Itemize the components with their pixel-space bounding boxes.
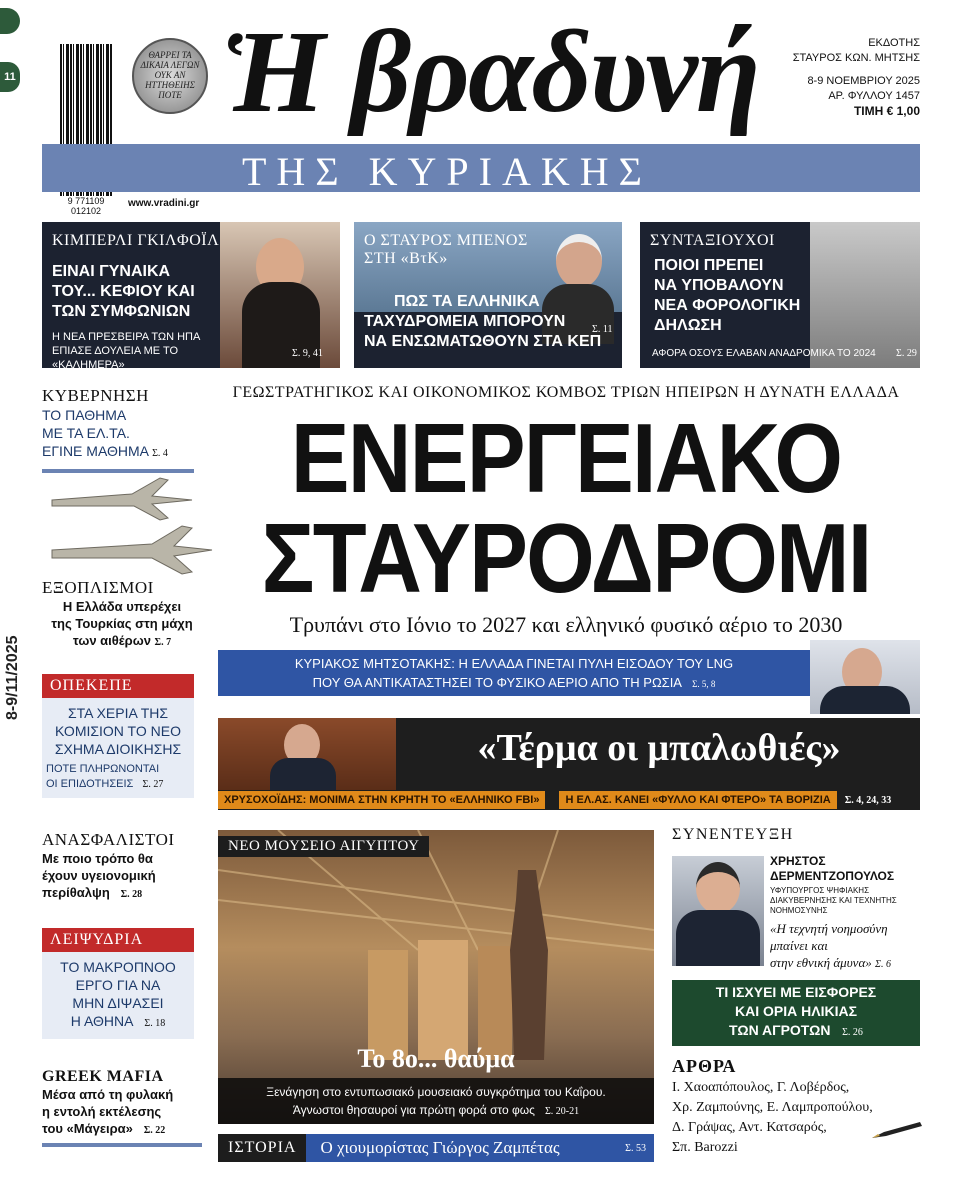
main-headline[interactable]: ΕΝΕΡΓΕΙΑΚΟ ΣΤΑΥΡΟΔΡΟΜΙ xyxy=(261,403,871,613)
publisher-label: ΕΚΔΟΤΗΣ xyxy=(868,37,920,49)
barcode-number: 9 771109 012102 xyxy=(67,196,105,216)
uninsured-body: Με ποιο τρόπο θα έχουν υγειονομική περίθαλψη Σ. 28 xyxy=(42,851,156,900)
interview-role: ΥΦΥΠΟΥΡΓΟΣ ΨΗΦΙΑΚΗΣ ΔΙΑΚΥΒΕΡΝΗΣΗΣ ΚΑΙ ΤΕΧΝΗΤΗΣ ΝΟΗΜΟΣΥΝΗΣ xyxy=(770,886,897,915)
story-box-museum[interactable] xyxy=(218,830,654,1124)
fountain-pen-icon xyxy=(870,1120,924,1142)
term-strip-2: Η ΕΛ.ΑΣ. ΚΑΝΕΙ «ΦΥΛΛΟ ΚΑΙ ΦΤΕΡΟ» ΤΑ ΒΟΡΙΖΙΑ xyxy=(559,791,836,809)
articles-head: ΑΡΘΡΑ xyxy=(672,1056,737,1076)
story-box-pensioners[interactable] xyxy=(640,222,920,368)
museum-kicker: ΝΕΟ ΜΟΥΣΕΙΟ ΑΙΓΥΠΤΟΥ xyxy=(218,836,429,857)
museum-title: Το 8ο... θαύμα xyxy=(357,1044,515,1073)
drought-body: ΤΟ ΜΑΚΡΟΠΝΟΟ ΕΡΓΟ ΓΙΑ ΝΑ ΜΗΝ ΔΙΨΑΣΕΙ Η ΑΘΗΝΑ Σ. 18 xyxy=(60,959,176,1029)
government-head: ΚΥΒΕΡΝΗΣΗ xyxy=(42,386,149,405)
face-shape-5 xyxy=(696,862,740,914)
box2-kicker: Ο ΣΤΑΥΡΟΣ ΜΠΕΝΟΣ ΣΤΗ «ΒτΚ» xyxy=(364,232,528,267)
left-story-armaments[interactable] xyxy=(42,578,202,651)
drought-head: ΛΕΙΨΥΔΡΙΑ xyxy=(42,928,194,952)
story-box-term[interactable] xyxy=(218,718,920,810)
photo-chrysochoidis xyxy=(218,718,396,790)
box1-kicker: ΚΙΜΠΕΡΛΙ ΓΚΙΛΦΟΪΛ xyxy=(52,232,220,249)
sheet-number: ΑΡ. ΦΥΛΛΟΥ 1457 xyxy=(828,90,920,102)
armaments-body: Η Ελλάδα υπερέχει της Τουρκίας στη μάχη των αιθέρων Σ. 7 xyxy=(51,599,193,648)
term-title: «Τέρμα οι μπαλωθιές» xyxy=(477,727,841,769)
issue-date: 8-9 ΝΟΕΜΒΡΙΟΥ 2025 xyxy=(807,75,920,87)
photo-dermentzopoulos xyxy=(672,856,764,966)
photo-guilfoyle xyxy=(220,222,340,368)
interview-quote[interactable]: «Η τεχνητή νοημοσύνη μπαίνει και στην εθνική άμυνα» Σ. 6 xyxy=(770,921,891,970)
term-strip-1: ΧΡΥΣΟΧΟΪΔΗΣ: ΜΟΝΙΜΑ ΣΤΗΝ ΚΡΗΤΗ ΤΟ «ΕΛΛΗΝΙΚΟ FBI» xyxy=(218,791,545,809)
armaments-head: ΕΞΟΠΛΙΣΜΟΙ xyxy=(42,578,154,597)
left-story-mafia[interactable] xyxy=(42,1068,202,1147)
museum-caption: Ξενάγηση στο εντυπωσιακό μουσειακό συγκρότημα του Καΐρου. Άγνωστοι θησαυροί για πρώτη φορά στο φως Σ. 20-21 xyxy=(218,1078,654,1124)
box1-page: Σ. 9, 41 xyxy=(292,348,323,359)
corner-dot xyxy=(0,8,20,34)
mafia-head: GREEK MAFIA xyxy=(42,1068,164,1085)
website-link[interactable]: www.vradini.gr xyxy=(128,198,200,209)
lng-line-2: ΠΟΥ ΘΑ ΑΝΤΙΚΑΤΑΣΤΗΣΕΙ ΤΟ ΦΥΣΙΚΟ ΑΕΡΙΟ ΑΠΟ ΤΗ ΡΩΣΙΑ Σ. 5, 8 xyxy=(312,675,716,690)
left-story-opekepe[interactable] xyxy=(42,674,194,798)
museum-interior-image xyxy=(218,830,654,1078)
side-date xyxy=(4,580,24,720)
body-shape-3 xyxy=(820,686,910,714)
history-page: Σ. 53 xyxy=(625,1142,646,1154)
opekepe-head: ΟΠΕΚΕΠΕ xyxy=(42,674,194,698)
photo-mitsotakis xyxy=(810,640,920,714)
term-strip xyxy=(218,790,920,810)
issue-badge: 11 xyxy=(0,62,20,92)
history-bar[interactable] xyxy=(218,1134,654,1162)
interview-name: ΧΡΗΣΤΟΣ ΔΕΡΜΕΝΤΖΟΠΟΥΛΟΣ xyxy=(770,854,895,883)
publisher-info xyxy=(790,36,920,119)
term-page: Σ. 4, 24, 33 xyxy=(844,794,892,806)
box1-sub: Η ΝΕΑ ΠΡΕΣΒΕΙΡΑ ΤΩΝ ΗΠΑ ΕΠΙΑΣΕ ΔΟΥΛΕΙΑ ΜΕ ΤΟ «ΚΑΛΗΜΕΡΑ» xyxy=(52,331,200,368)
lng-line-1: ΚΥΡΙΑΚΟΣ ΜΗΤΣΟΤΑΚΗΣ: Η ΕΛΛΑΔΑ ΓΙΝΕΤΑΙ ΠΥΛΗ ΕΙΣΟΔΟΥ ΤΟΥ LNG xyxy=(294,656,734,671)
story-box-farmers[interactable]: ΤΙ ΙΣΧΥΕΙ ΜΕ ΕΙΣΦΟΡΕΣ ΚΑΙ ΟΡΙΑ ΗΛΙΚΙΑΣ ΤΩΝ ΑΓΡΟΤΩΝ Σ. 26 xyxy=(672,980,920,1046)
history-text: Ο χιουμορίστας Γιώργος Ζαμπέτας xyxy=(320,1138,560,1157)
side-date-text: 8-9/11/2025 xyxy=(4,635,21,720)
main-subheadline: Τρυπάνι στο Ιόνιο το 2027 και ελληνικό φυσικό αέριο το 2030 xyxy=(289,612,843,637)
subtitle-text: ΤΗΣ ΚΥΡΙΑΚΗΣ xyxy=(242,149,652,194)
box3-kicker: ΣΥΝΤΑΞΙΟΥΧΟΙ xyxy=(650,232,775,249)
box3-page: Σ. 29 xyxy=(896,348,917,359)
body-shape-4 xyxy=(270,758,336,790)
interview-kicker: ΣΥΝΕΝΤΕΥΞΗ xyxy=(672,826,794,843)
left-story-uninsured[interactable] xyxy=(42,830,202,903)
drought-box xyxy=(42,952,194,1039)
opekepe-body: ΣΤΑ ΧΕΡΙΑ ΤΗΣ ΚΟΜΙΣΙΟΝ ΤΟ ΝΕΟ ΣΧΗΜΑ ΔΙΟΙΚΗΣΗΣ xyxy=(54,705,182,757)
coin-emblem: ΘΑΡΡΕΙ ΤΑ ΔΙΚΑΙΑ ΛΕΓΩΝ ΟΥΚ ΑΝ ΗΤΤΗΘΕΙΗΣ ΠΟΤΕ xyxy=(132,38,208,114)
fighter-jets-image xyxy=(42,470,214,576)
government-body: ΤΟ ΠΑΘΗΜΑ ΜΕ ΤΑ ΕΛ.ΤΑ. ΕΓΙΝΕ ΜΑΘΗΜΑ Σ. 4 xyxy=(42,407,168,459)
lng-box[interactable] xyxy=(218,650,810,696)
subtitle-bar xyxy=(42,144,920,192)
box3-headline: ΠΟΙΟΙ ΠΡΕΠΕΙ ΝΑ ΥΠΟΒΑΛΟΥΝ ΝΕΑ ΦΟΡΟΛΟΓΙΚΗ ΔΗΛΩΣΗ xyxy=(654,257,801,334)
box1-headline: ΕΙΝΑΙ ΓΥΝΑΙΚΑ ΤΟΥ... ΚΕΦΙΟΥ ΚΑΙ ΤΩΝ ΣΥΜΦΩΝΙΩΝ xyxy=(52,263,195,320)
publisher-name: ΣΤΑΥΡΟΣ ΚΩΝ. ΜΗΤΣΗΣ xyxy=(792,52,920,64)
opekepe-sub: ΠΟΤΕ ΠΛΗΡΩΝΟΝΤΑΙ ΟΙ ΕΠΙΔΟΤΗΣΕΙΣ Σ. 27 xyxy=(46,763,164,790)
box3-sub: ΑΦΟΡΑ ΟΣΟΥΣ ΕΛΑΒΑΝ ΑΝΑΔΡΟΜΙΚΑ ΤΟ 2024 xyxy=(652,348,876,359)
mafia-body: Μέσα από τη φυλακή η εντολή εκτέλεσης του «Μάγειρα» Σ. 22 xyxy=(42,1087,174,1136)
newspaper-logo[interactable]: Ἡ βραδυνή xyxy=(222,6,759,137)
photo-pensioner xyxy=(810,222,920,368)
uninsured-head: ΑΝΑΣΦΑΛΙΣΤΟΙ xyxy=(42,830,175,849)
box2-page: Σ. 11 xyxy=(592,324,613,335)
divider-blue-2 xyxy=(42,1143,202,1147)
story-box-guilfoyle[interactable] xyxy=(42,222,340,368)
box2-headline: ΠΩΣ ΤΑ ΕΛΛΗΝΙΚΑ ΤΑΧΥΔΡΟΜΕΙΑ ΜΠΟΡΟΥΝ ΝΑ ΕΝΣΩΜΑΤΩΘΟΥΝ ΣΤΑ ΚΕΠ xyxy=(364,293,602,350)
left-story-drought[interactable] xyxy=(42,928,194,1039)
opekepe-box xyxy=(42,698,194,798)
history-label: ΙΣΤΟΡΙΑ xyxy=(218,1134,306,1162)
body-shape-5 xyxy=(676,910,760,966)
main-kicker: ΓΕΩΣΤΡΑΤΗΓΙΚΟΣ ΚΑΙ ΟΙΚΟΝΟΜΙΚΟΣ ΚΟΜΒΟΣ ΤΡΙΩΝ ΗΠΕΙΡΩΝ Η ΔΥΝΑΤΗ ΕΛΛΑΔΑ xyxy=(232,384,900,401)
price: ΤΙΜΗ € 1,00 xyxy=(853,104,920,118)
articles-list[interactable]: Ι. Χαοαπόπουλος, Γ. Λοβέρδος, Χρ. Ζαμπούνης, Ε. Λαμπροπούλου, Δ. Γράψας, Αντ. Κατσαρός, Σπ. Barozzi xyxy=(672,1080,873,1155)
left-story-government[interactable] xyxy=(42,386,194,473)
story-box-benos[interactable] xyxy=(354,222,622,368)
